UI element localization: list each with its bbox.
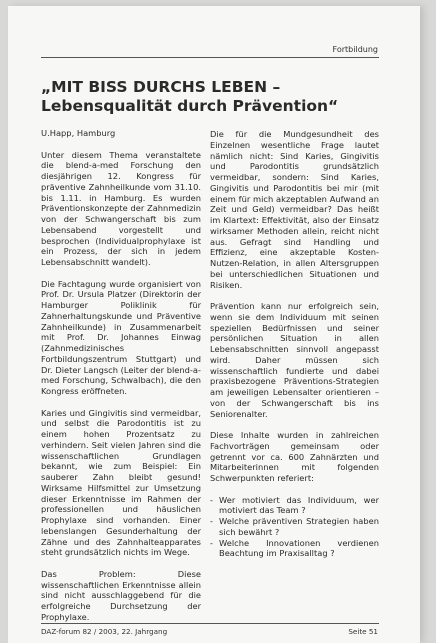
author-line: U.Happ, Hamburg [41,128,116,138]
list-item: - Wer motiviert das Individuum, wer motiviert das Team ? [210,495,379,517]
paragraph-intro: Unter diesem Thema veranstaltete die blend-a-med Forschung den diesjährigen 12. Kongress für präventive Zahnheilkunde vom 31.10. bis 1.11. in Hamburg. Es wurden Präventionskonzepte der Zahnmedizin von der Schwangerschaft bis zum Lebensabend vorgestellt und besprochen (Individualprophylaxe ist ein Prozess, der sich in jedem Lebensabschnitt wandelt). [41,149,201,267]
document-page [8,6,420,643]
paragraph-topics: Diese Inhalte wurden in zahlreichen Fachvorträgen gemeinsam oder getrennt vor ca. 600 Zahnärzten und Mitarbeiterinnen mit folgenden Schwerpunkten referiert: [210,430,379,483]
list-item: - Welche Innovationen verdienen Beachtung im Praxisalltag ? [210,538,379,560]
paragraph-individual: Prävention kann nur erfolgreich sein, wenn sie dem Individuum mit seinen speziellen Bedürfnissen und seiner persönlichen Situation in allen Lebensabschnitten sinnvoll angepasst wird. Daher müssen sich wissenschaftlich fundierte und dabei praxisbezogene Präventions-Strategien am jeweiligen Lebensalter orientieren – von der Schwangerschaft bis ins Seniorenalter. [210,301,379,419]
section-label: Fortbildung [332,45,378,54]
right-column [210,129,379,559]
left-column [41,128,201,633]
list-item: - Welche präventiven Strategien haben sich bewährt ? [210,516,379,538]
paragraph-problem: Das Problem: Diese wissenschaftlichen Erkenntnisse allein sind nicht ausschlaggebend für die erfolgreiche Durchsetzung der Prophylaxe. [41,568,201,622]
page-number: Seite 51 [348,627,378,636]
paragraph-question: Die für die Mundgesundheit des Einzelnen wesentliche Frage lautet nämlich nicht: Sind Karies, Gingivitis und Parodontitis grundsätzlich vermeidbar, sondern: Sind Karies, Gingivitis und Parodontitis bei mir (mit einem für mich akzeptablen Aufwand an Zeit und Geld) vermeidbar? Das heißt im Klartext: Effektivität, also der Einsatz wirksamer Methoden allein, reicht nicht aus. Gefragt sind Handling und Effizienz, eine akzeptable Kosten-Nutzen-Relation, in allen Altersgruppen bei unterschiedlichen Situationen und Risiken. [210,129,379,290]
paragraph-prevention: Karies und Gingivitis sind vermeidbar, und selbst die Parodontitis ist zu einem hohen Prozentsatz zu verhindern. Seit vielen Jahren sind die wissenschaftlichen Grundlagen bekannt, wie zum Beispiel: Ein sauberer Zahn bleibt gesund! Wirksame Hilfsmittel zur Umsetzung dieser Erkenntnisse im Rahmen der professionellen und häuslichen Prophylaxe sind vorhanden. Einer lebenslangen Gesunderhaltung der Zähne und des Zahnhalteapparates steht grundsätzlich nichts im Wege. [41,407,201,558]
article-title: „MIT BISS DURCHS LEBEN – Lebensqualität durch Prävention“ [41,78,339,115]
footer-rule [41,623,379,624]
footer-source: DAZ-forum 82 / 2003, 22. Jahrgang [41,627,168,636]
topic-list [210,495,379,560]
header-rule [41,57,379,58]
paragraph-organizers: Die Fachtagung wurde organisiert von Prof. Dr. Ursula Platzer (Direktorin der Hamburger Poliklinik für Zahnerhaltungskunde und Präventive Zahnheilkunde) in Zusammenarbeit mit Prof. Dr. Johannes Einwag (Zahnmedizinisches Fortbildungszentrum Stuttgart) und Dr. Dieter Langsch (Leiter der blend-a-med Forschung, Schwalbach), die den Kongress eröffneten. [41,278,201,396]
